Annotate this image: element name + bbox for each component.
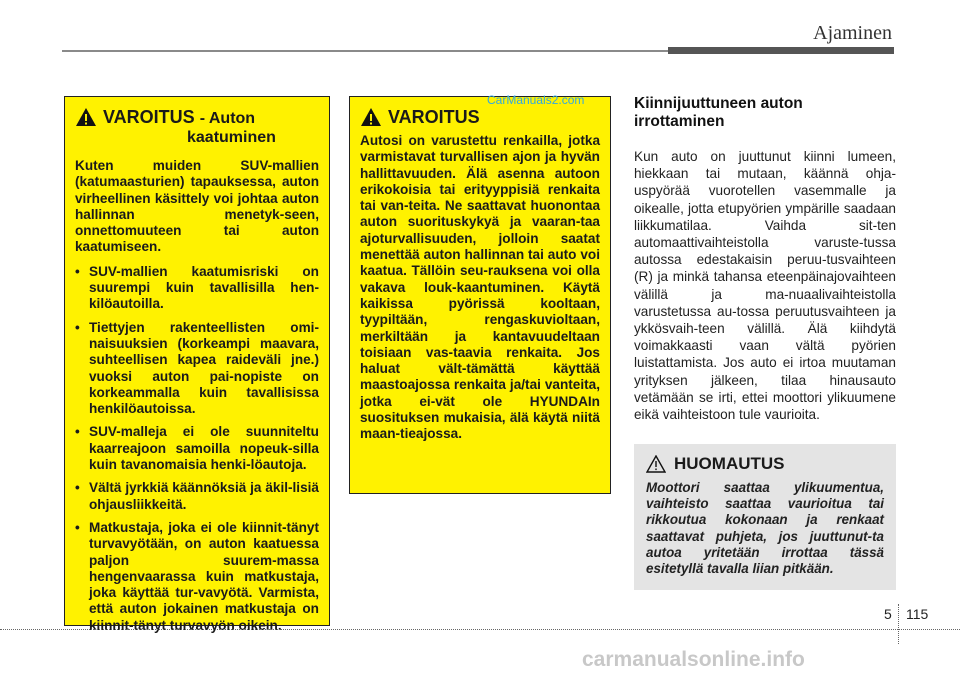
warning-tires-header [360,107,600,127]
chapter-number: 5 [884,606,892,622]
site-watermark: CarManuals2.com [487,93,585,107]
list-item: • SUV-mallien kaatumisriski on suurempi kuin tavallisilla hen-kilöautoilla. [75,264,319,313]
warning-triangle-icon [360,107,382,127]
list-item: • Vältä jyrkkiä käännöksiä ja äkil-lisiä ohjausliikkeitä. [75,480,319,513]
warning-subtitle-cont: kaatuminen [187,129,276,146]
footer-watermark: carmanualsonline.info [582,648,805,671]
warning-rollover-box [64,96,330,633]
header-rule [62,50,672,52]
list-item: • Matkustaja, joka ei ole kiinnit-tänyt turvavyötään, on auton kaatuessa paljon suurem-massa hengenvaarassa kuin matkustaja, joka käyttää tur-vavyötä. Varmista, että auton jokainen matkustaja on kiinnit-tänyt turvavyön oikein. [75,520,319,634]
section-body: Kun auto on juuttunut kiinni lumeen, hiekkaan tai mutaan, käännä ohja-uspyörää vuorotellen vasemmalle ja oikealle, jotta etupyörien ympärille saadaan liikkumatilaa. Vaihda sit-ten automaattivaihteistolla varuste-tussa autossa edestakaisin peruu-tusvaihteen (R) ja minkä tahansa eteenpäinajovaihteen välillä ja ma-nuaalivaihteistolla varustetussa au-tossa peruutusvaihteen ja ykkösvaih-teen välillä. Älä kiihdytä voimakkaasti vaan vältä pyörien luistattamista. Jos auto ei irtoa muutaman yrityksen jälkeen, tilaa hinausauto vetämään se irti, ettei moottori ylikuumene eikä vaihteistoon tule vaurioita. [634,149,896,423]
section-heading: Kiinnijuuttuneen auton irrottaminen [634,95,803,130]
header-accent-bar [668,47,894,54]
list-item: • SUV-malleja ei ole suunniteltu kaarreajoon samoilla nopeuk-silla kuin tavanomaisia henki-löautoja. [75,424,319,473]
caution-label: HUOMAUTUS [674,454,785,473]
caution-text: Moottori saattaa ylikuumentua, vaihteisto saattaa vaurioitua tai rikkoutua kokonaan ja renkaat saattavat puhjeta, jos juuttunut-ta autoa yritetään irrottaa tässä esitetyllä tavalla liian pitkään. [646,480,884,577]
warning-triangle-icon [75,107,97,127]
list-item: • Tiettyjen rakenteellisten omi-naisuuksien (korkeampi maavara, suhteellisen kapea raideväli jne.) vuoksi auton pai-nopiste on korkeammalla kuin tavallisissa henkilöautoissa. [75,320,319,418]
page-number: 115 [906,606,929,622]
chapter-title: Ajaminen [813,22,892,44]
caution-header [646,454,884,474]
warning-rollover-header [75,107,319,129]
page-divider [898,604,899,644]
warning-subtitle: - Auton [199,110,256,127]
warning-label: VAROITUS [103,107,195,127]
caution-triangle-icon [646,455,666,473]
caution-box [634,444,896,590]
warning-tires-box [349,96,611,494]
warning-rollover-list [75,264,319,634]
footer-rule [0,629,960,630]
warning-rollover-intro: Kuten muiden SUV-mallien (katumaasturien) tapauksessa, auton virheellinen käsittely voi johtaa auton hallinnan menetyk-seen, onnettomuuteen tai auton kaatumiseen. [75,158,319,255]
warning-label: VAROITUS [388,107,480,127]
warning-tires-text: Autosi on varustettu renkailla, jotka varmistavat turvallisen ajon ja hyvän hallittavuuden. Älä asenna autoon erikokoisia tai erityyppisiä renkaita tai van-teita. Ne saattavat huonontaa auton suorituskykyä ja vaaran-taa ajoturvallisuuden, jolloin saatat menettää auton hallinnan tai auto voi kaatua. Tällöin seu-rauksena voi olla vakava louk-kaantuminen. Käytä kaikissa pyörissä kooltaan, tyypiltään, rengaskuvioltaan, merkiltään ja kantavuudeltaan toisiaan vas-taavia renkaita. Jos haluat vält-tämättä käyttää maastoajossa renkaita ja/tai vanteita, jotka ei-vät ole HYUNDAIn suosituksen mukaisia, älä käytä niitä maan-tieajossa. [360,133,600,442]
